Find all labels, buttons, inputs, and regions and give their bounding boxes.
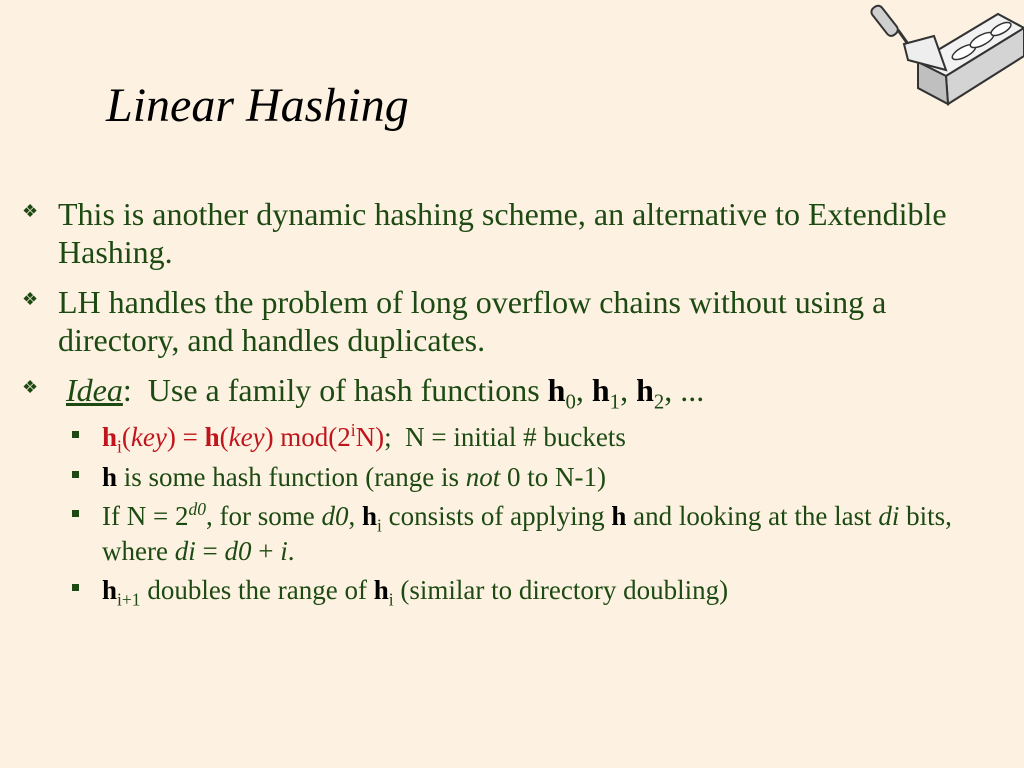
d0-var: d0 <box>224 535 252 566</box>
brick-trowel-icon <box>868 0 1024 120</box>
text: , <box>348 501 362 532</box>
di-var: di <box>878 501 900 532</box>
text: bits, where <box>102 501 952 566</box>
mod-text: ) mod(2 <box>264 421 351 452</box>
i-var: i <box>280 535 288 566</box>
square-bullet-icon <box>72 431 79 438</box>
h-symbol: h <box>547 371 566 408</box>
h-symbol: h <box>361 501 378 532</box>
diamond-four-bullet-icon: ❖ <box>22 201 39 221</box>
sub-bullet-item <box>20 460 1010 495</box>
subscript: i <box>377 515 382 536</box>
diamond-four-bullet-icon: ❖ <box>22 376 39 397</box>
d0-var: d0 <box>321 501 349 532</box>
slide-title: Linear Hashing <box>106 79 409 132</box>
h-symbol: h <box>102 421 118 452</box>
comma: , <box>620 371 629 408</box>
text: is some hash function (range is <box>117 461 466 492</box>
square-bullet-icon <box>72 471 79 478</box>
bullet-item-idea <box>20 371 1010 413</box>
h-symbol: h <box>611 501 627 532</box>
diamond-four-bullet-icon: ❖ <box>22 288 39 309</box>
text: consists of applying <box>381 501 612 532</box>
text: and looking at the last <box>626 501 879 532</box>
sub-bullet-item <box>20 420 1010 455</box>
paren: ( <box>121 421 131 452</box>
bullet-text: This is another dynamic hashing scheme, an alternative to Extendible Hashing. <box>58 196 947 271</box>
bullet-list <box>20 195 1010 613</box>
text: + <box>251 535 281 566</box>
h-symbol: h <box>102 575 118 606</box>
subscript: 1 <box>609 389 621 413</box>
h-symbol: h <box>373 575 389 606</box>
bullet-item <box>20 195 1010 272</box>
not-emphasis: not <box>465 461 501 492</box>
equals: ) = <box>166 421 205 452</box>
text: (similar to directory doubling) <box>393 575 729 606</box>
ellipsis: , ... <box>664 371 705 408</box>
square-bullet-icon <box>72 584 79 591</box>
subscript: i <box>388 589 394 610</box>
comma: , <box>575 371 584 408</box>
text: . <box>287 535 295 566</box>
h-symbol: h <box>204 421 220 452</box>
h-symbol: h <box>636 371 654 408</box>
idea-label: Idea <box>66 371 123 408</box>
bullet-item <box>20 283 1010 360</box>
sub-bullet-item <box>20 573 1010 608</box>
subscript: 0 <box>565 389 576 413</box>
subscript: 2 <box>653 389 665 413</box>
colon: : <box>122 371 132 408</box>
close-text: N) <box>355 421 385 452</box>
idea-text: Use a family of hash functions <box>147 371 540 408</box>
rest-text: ; N = initial # buckets <box>384 421 626 452</box>
text: If N = 2 <box>102 501 189 532</box>
subscript: i+1 <box>117 589 141 610</box>
paren: ( <box>219 421 229 452</box>
h-symbol: h <box>102 461 118 492</box>
subscript: i <box>117 436 122 457</box>
text: , for some <box>206 501 322 532</box>
text: doubles the range of <box>140 575 374 606</box>
superscript: i <box>350 419 356 440</box>
text: 0 to N-1) <box>500 461 606 492</box>
key-var: key <box>130 421 167 452</box>
sub-bullet-item <box>20 499 1010 568</box>
superscript: d0 <box>188 499 206 520</box>
key-var: key <box>228 421 265 452</box>
bullet-text <box>58 371 705 413</box>
h-symbol: h <box>591 371 610 408</box>
text: = <box>195 535 225 566</box>
square-bullet-icon <box>72 510 79 517</box>
di-var: di <box>174 535 196 566</box>
formula-text <box>102 419 385 457</box>
bullet-text: LH handles the problem of long overflow chains without using a directory, and handles duplicates. <box>58 283 887 359</box>
